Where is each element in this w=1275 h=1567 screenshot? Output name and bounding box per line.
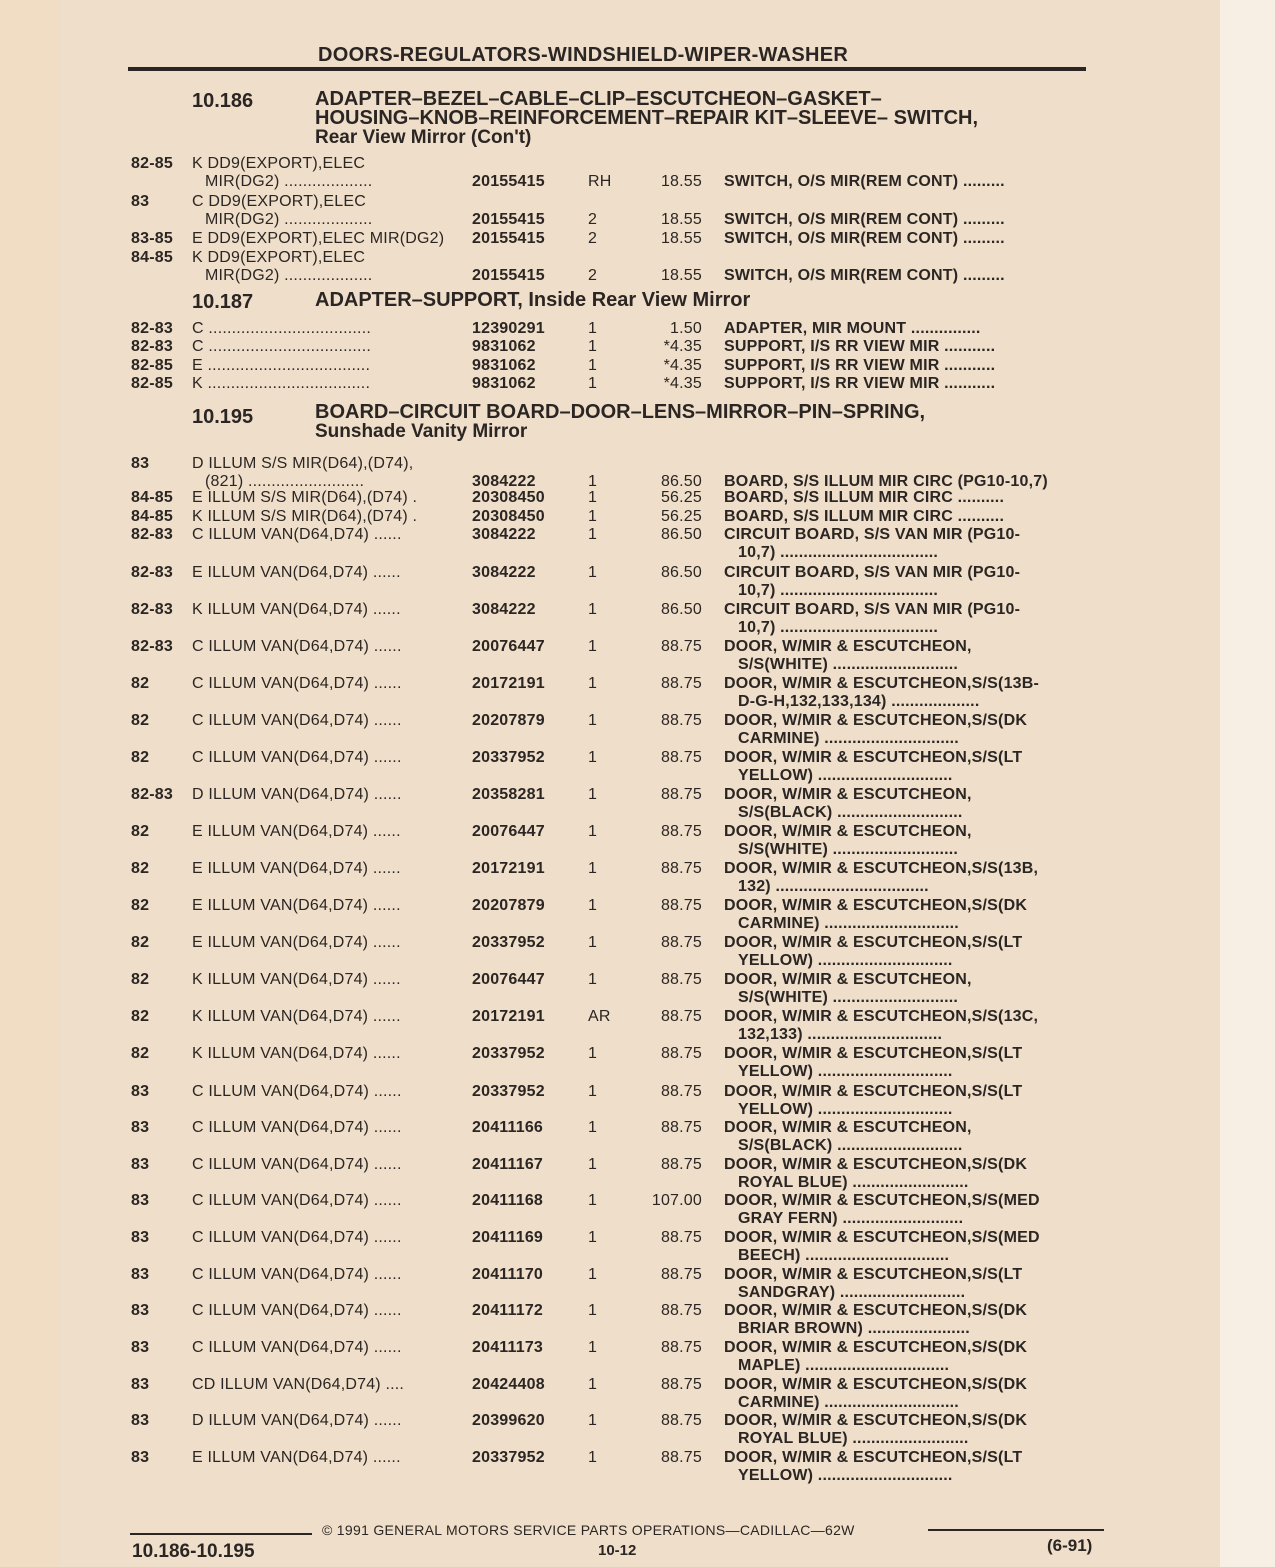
- description-cell-continued: 132,133) .............................: [738, 1026, 943, 1043]
- description-cell: DOOR, W/MIR & ESCUTCHEON,S/S(DK: [724, 712, 1028, 729]
- section-title-line: ADAPTER–SUPPORT, Inside Rear View Mirror: [315, 289, 751, 311]
- section-number: 10.195: [192, 406, 254, 428]
- model-cell: K ILLUM S/S MIR(D64),(D74) .: [192, 508, 418, 525]
- description-cell-continued: S/S(BLACK) ...........................: [738, 804, 963, 821]
- price-cell: 88.75: [660, 712, 702, 729]
- description-cell-continued: 132) .................................: [738, 878, 929, 895]
- description-cell-continued: 10,7) ..................................: [738, 544, 939, 561]
- description-cell: DOOR, W/MIR & ESCUTCHEON,S/S(LT: [724, 1266, 1023, 1283]
- quantity-cell: 1: [588, 860, 598, 877]
- quantity-cell: 1: [588, 1192, 598, 1209]
- model-cell: C ILLUM VAN(D64,D74) ......: [192, 1156, 402, 1173]
- model-cell: C ILLUM VAN(D64,D74) ......: [192, 675, 402, 692]
- description-cell: BOARD, S/S ILLUM MIR CIRC ..........: [724, 508, 1005, 525]
- footer-section-range: 10.186-10.195: [132, 1541, 255, 1562]
- model-cell: E DD9(EXPORT),ELEC MIR(DG2): [192, 230, 445, 247]
- part-number-cell: 20337952: [472, 749, 545, 766]
- part-number-cell: 20337952: [472, 934, 545, 951]
- description-cell: DOOR, W/MIR & ESCUTCHEON,S/S(LT: [724, 749, 1023, 766]
- description-cell-continued: YELLOW) .............................: [738, 1101, 953, 1118]
- quantity-cell: 1: [588, 1376, 598, 1393]
- year-cell: 82: [131, 971, 150, 988]
- year-cell: 83: [131, 1119, 150, 1136]
- price-cell: 88.75: [660, 1376, 702, 1393]
- model-cell: E ILLUM VAN(D64,D74) ......: [192, 860, 401, 877]
- part-number-cell: 20207879: [472, 712, 545, 729]
- quantity-cell: AR: [588, 1008, 611, 1025]
- quantity-cell: 1: [588, 749, 598, 766]
- year-cell: 82-83: [131, 338, 173, 355]
- model-cell: K ...................................: [192, 375, 371, 392]
- part-number-cell: 20172191: [472, 675, 545, 692]
- model-cell: CD ILLUM VAN(D64,D74) ....: [192, 1376, 405, 1393]
- description-cell: DOOR, W/MIR & ESCUTCHEON,: [724, 786, 972, 803]
- price-cell: 18.55: [660, 173, 702, 190]
- price-cell: 86.50: [660, 601, 702, 618]
- part-number-cell: 3084222: [472, 526, 536, 543]
- footer-rule: [928, 1529, 1104, 1531]
- quantity-cell: 2: [588, 267, 598, 284]
- year-cell: 83: [131, 1192, 150, 1209]
- year-cell: 82-85: [131, 155, 173, 172]
- part-number-cell: 20358281: [472, 786, 545, 803]
- part-number-cell: 20411170: [472, 1266, 544, 1283]
- description-cell-continued: CARMINE) .............................: [738, 730, 959, 747]
- part-number-cell: 20411173: [472, 1339, 544, 1356]
- description-cell: DOOR, W/MIR & ESCUTCHEON,: [724, 638, 972, 655]
- page-edge: [1220, 0, 1275, 1567]
- quantity-cell: 1: [588, 1266, 598, 1283]
- model-cell: E ILLUM VAN(D64,D74) ......: [192, 1449, 401, 1466]
- description-cell: DOOR, W/MIR & ESCUTCHEON,S/S(DK: [724, 1339, 1028, 1356]
- quantity-cell: 1: [588, 1156, 598, 1173]
- price-cell: 88.75: [660, 1083, 702, 1100]
- section-number: 10.186: [192, 90, 254, 112]
- quantity-cell: 1: [588, 338, 598, 355]
- description-cell: DOOR, W/MIR & ESCUTCHEON,S/S(DK: [724, 1156, 1028, 1173]
- section-title: [315, 291, 1095, 310]
- description-cell: DOOR, W/MIR & ESCUTCHEON,: [724, 823, 972, 840]
- price-cell: 86.50: [660, 526, 702, 543]
- quantity-cell: 1: [588, 601, 598, 618]
- price-cell: 88.75: [660, 934, 702, 951]
- model-cell: D ILLUM VAN(D64,D74) ......: [192, 1412, 402, 1429]
- model-cell: C ILLUM VAN(D64,D74) ......: [192, 712, 402, 729]
- description-cell: SUPPORT, I/S RR VIEW MIR ...........: [724, 338, 996, 355]
- part-number-cell: 20155415: [472, 211, 545, 228]
- year-cell: 83: [131, 1449, 150, 1466]
- quantity-cell: 1: [588, 489, 598, 506]
- model-cell-continued: MIR(DG2) ...................: [205, 267, 373, 284]
- description-cell-continued: CARMINE) .............................: [738, 915, 959, 932]
- description-cell-continued: YELLOW) .............................: [738, 767, 953, 784]
- year-cell: 82: [131, 934, 150, 951]
- quantity-cell: 1: [588, 1302, 598, 1319]
- description-cell: DOOR, W/MIR & ESCUTCHEON,S/S(LT: [724, 1083, 1023, 1100]
- price-cell: 88.75: [660, 786, 702, 803]
- section-subtitle: Sunshade Vanity Mirror: [315, 421, 528, 442]
- description-cell: CIRCUIT BOARD, S/S VAN MIR (PG10-: [724, 601, 1021, 618]
- quantity-cell: 1: [588, 823, 598, 840]
- section-title: [315, 90, 1095, 147]
- description-cell-continued: ROYAL BLUE) .........................: [738, 1174, 969, 1191]
- model-cell: C ILLUM VAN(D64,D74) ......: [192, 1119, 402, 1136]
- model-cell: E ILLUM VAN(D64,D74) ......: [192, 564, 401, 581]
- part-number-cell: 20155415: [472, 230, 545, 247]
- price-cell: 88.75: [660, 1156, 702, 1173]
- quantity-cell: 1: [588, 508, 598, 525]
- price-cell: 88.75: [660, 897, 702, 914]
- model-cell: C ILLUM VAN(D64,D74) ......: [192, 1302, 402, 1319]
- model-cell: E ILLUM VAN(D64,D74) ......: [192, 823, 401, 840]
- price-cell: 88.75: [660, 749, 702, 766]
- description-cell-continued: S/S(WHITE) ...........................: [738, 989, 959, 1006]
- part-number-cell: 20308450: [472, 489, 545, 506]
- description-cell-continued: 10,7) ..................................: [738, 619, 939, 636]
- section-title: [315, 403, 1095, 441]
- model-cell: C ILLUM VAN(D64,D74) ......: [192, 1229, 402, 1246]
- quantity-cell: 1: [588, 1449, 598, 1466]
- part-number-cell: 20172191: [472, 1008, 545, 1025]
- model-cell: D ILLUM S/S MIR(D64),(D74),: [192, 455, 414, 472]
- description-cell: DOOR, W/MIR & ESCUTCHEON,S/S(LT: [724, 1449, 1023, 1466]
- quantity-cell: 1: [588, 1339, 598, 1356]
- description-cell: DOOR, W/MIR & ESCUTCHEON,: [724, 971, 972, 988]
- part-number-cell: 20424408: [472, 1376, 545, 1393]
- year-cell: 82-85: [131, 357, 173, 374]
- quantity-cell: 1: [588, 564, 598, 581]
- model-cell-continued: MIR(DG2) ...................: [205, 173, 373, 190]
- description-cell-continued: YELLOW) .............................: [738, 952, 953, 969]
- model-cell: K ILLUM VAN(D64,D74) ......: [192, 1008, 401, 1025]
- price-cell: 88.75: [660, 860, 702, 877]
- price-cell: 88.75: [660, 638, 702, 655]
- part-number-cell: 20411166: [472, 1119, 544, 1136]
- price-cell: *4.35: [663, 375, 702, 392]
- quantity-cell: RH: [588, 173, 612, 190]
- model-cell: E ILLUM VAN(D64,D74) ......: [192, 897, 401, 914]
- description-cell: SUPPORT, I/S RR VIEW MIR ...........: [724, 357, 996, 374]
- quantity-cell: 1: [588, 357, 598, 374]
- price-cell: 88.75: [660, 1266, 702, 1283]
- part-number-cell: 20172191: [472, 860, 545, 877]
- description-cell: CIRCUIT BOARD, S/S VAN MIR (PG10-: [724, 526, 1021, 543]
- model-cell: C ILLUM VAN(D64,D74) ......: [192, 638, 402, 655]
- price-cell: 88.75: [660, 1449, 702, 1466]
- year-cell: 83: [131, 1156, 150, 1173]
- description-cell: DOOR, W/MIR & ESCUTCHEON,S/S(DK: [724, 1412, 1028, 1429]
- description-cell: DOOR, W/MIR & ESCUTCHEON,S/S(MED: [724, 1229, 1040, 1246]
- year-cell: 82-83: [131, 526, 173, 543]
- price-cell: 1.50: [670, 320, 702, 337]
- description-cell-continued: YELLOW) .............................: [738, 1467, 953, 1484]
- part-number-cell: 20411167: [472, 1156, 544, 1173]
- model-cell: C ILLUM VAN(D64,D74) ......: [192, 1083, 402, 1100]
- description-cell: SWITCH, O/S MIR(REM CONT) .........: [724, 267, 1005, 284]
- year-cell: 82-83: [131, 564, 173, 581]
- footer-copyright: © 1991 GENERAL MOTORS SERVICE PARTS OPERATIONS—CADILLAC—62W: [322, 1522, 855, 1538]
- year-cell: 83: [131, 1083, 150, 1100]
- year-cell: 83-85: [131, 230, 173, 247]
- year-cell: 82: [131, 1008, 150, 1025]
- description-cell: SWITCH, O/S MIR(REM CONT) .........: [724, 173, 1005, 190]
- description-cell-continued: BRIAR BROWN) ......................: [738, 1320, 970, 1337]
- year-cell: 82-83: [131, 786, 173, 803]
- description-cell-continued: 10,7) ..................................: [738, 582, 939, 599]
- quantity-cell: 1: [588, 526, 598, 543]
- model-cell: K DD9(EXPORT),ELEC: [192, 155, 366, 172]
- part-number-cell: 20076447: [472, 638, 545, 655]
- quantity-cell: 1: [588, 934, 598, 951]
- description-cell-continued: S/S(BLACK) ...........................: [738, 1137, 963, 1154]
- quantity-cell: 1: [588, 1083, 598, 1100]
- price-cell: 18.55: [660, 230, 702, 247]
- part-number-cell: 20337952: [472, 1083, 545, 1100]
- quantity-cell: 1: [588, 712, 598, 729]
- description-cell-continued: D-G-H,132,133,134) ...................: [738, 693, 980, 710]
- description-cell: DOOR, W/MIR & ESCUTCHEON,S/S(DK: [724, 897, 1028, 914]
- quantity-cell: 1: [588, 1229, 598, 1246]
- year-cell: 82: [131, 749, 150, 766]
- description-cell-continued: S/S(WHITE) ...........................: [738, 841, 959, 858]
- description-cell-continued: MAPLE) ...............................: [738, 1357, 950, 1374]
- price-cell: 88.75: [660, 1302, 702, 1319]
- section-number: 10.187: [192, 291, 254, 313]
- part-number-cell: 20337952: [472, 1045, 545, 1062]
- price-cell: 88.75: [660, 1339, 702, 1356]
- description-cell: BOARD, S/S ILLUM MIR CIRC (PG10-10,7): [724, 473, 1048, 490]
- model-cell-continued: MIR(DG2) ...................: [205, 211, 373, 228]
- quantity-cell: 1: [588, 786, 598, 803]
- year-cell: 82-85: [131, 375, 173, 392]
- price-cell: 56.25: [660, 508, 702, 525]
- description-cell: DOOR, W/MIR & ESCUTCHEON,S/S(13B-: [724, 675, 1040, 692]
- year-cell: 82: [131, 860, 150, 877]
- description-cell-continued: CARMINE) .............................: [738, 1394, 959, 1411]
- quantity-cell: 1: [588, 1119, 598, 1136]
- part-number-cell: 20411168: [472, 1192, 544, 1209]
- quantity-cell: 1: [588, 1045, 598, 1062]
- quantity-cell: 2: [588, 230, 598, 247]
- part-number-cell: 20155415: [472, 173, 545, 190]
- part-number-cell: 20155415: [472, 267, 545, 284]
- part-number-cell: 20076447: [472, 971, 545, 988]
- section-title-line: BOARD–CIRCUIT BOARD–DOOR–LENS–MIRROR–PIN–SPRING,: [315, 401, 926, 423]
- part-number-cell: 20411172: [472, 1302, 544, 1319]
- year-cell: 83: [131, 455, 150, 472]
- year-cell: 84-85: [131, 489, 173, 506]
- year-cell: 82-83: [131, 320, 173, 337]
- year-cell: 82: [131, 897, 150, 914]
- price-cell: 56.25: [660, 489, 702, 506]
- part-number-cell: 20308450: [472, 508, 545, 525]
- description-cell: ADAPTER, MIR MOUNT ...............: [724, 320, 981, 337]
- model-cell: C ILLUM VAN(D64,D74) ......: [192, 1339, 402, 1356]
- part-number-cell: 20399620: [472, 1412, 545, 1429]
- quantity-cell: 1: [588, 473, 598, 490]
- quantity-cell: 1: [588, 1412, 598, 1429]
- description-cell: SUPPORT, I/S RR VIEW MIR ...........: [724, 375, 996, 392]
- price-cell: 88.75: [660, 1045, 702, 1062]
- description-cell: CIRCUIT BOARD, S/S VAN MIR (PG10-: [724, 564, 1021, 581]
- model-cell: K ILLUM VAN(D64,D74) ......: [192, 601, 401, 618]
- year-cell: 82: [131, 675, 150, 692]
- quantity-cell: 1: [588, 375, 598, 392]
- year-cell: 82: [131, 823, 150, 840]
- year-cell: 83: [131, 193, 150, 210]
- price-cell: 18.55: [660, 267, 702, 284]
- footer-rule: [130, 1533, 312, 1535]
- footer-page-number: 10-12: [598, 1542, 637, 1559]
- price-cell: 88.75: [660, 971, 702, 988]
- part-number-cell: 9831062: [472, 357, 536, 374]
- model-cell: E ILLUM S/S MIR(D64),(D74) .: [192, 489, 418, 506]
- year-cell: 82-83: [131, 601, 173, 618]
- description-cell: DOOR, W/MIR & ESCUTCHEON,S/S(13B,: [724, 860, 1039, 877]
- description-cell-continued: SANDGRAY) ...........................: [738, 1284, 966, 1301]
- price-cell: 88.75: [660, 1229, 702, 1246]
- model-cell: C ILLUM VAN(D64,D74) ......: [192, 1192, 402, 1209]
- year-cell: 83: [131, 1229, 150, 1246]
- description-cell: DOOR, W/MIR & ESCUTCHEON,S/S(DK: [724, 1302, 1028, 1319]
- model-cell: C ...................................: [192, 320, 371, 337]
- model-cell: K ILLUM VAN(D64,D74) ......: [192, 971, 401, 988]
- model-cell: D ILLUM VAN(D64,D74) ......: [192, 786, 402, 803]
- price-cell: 86.50: [660, 564, 702, 581]
- part-number-cell: 20337952: [472, 1449, 545, 1466]
- part-number-cell: 3084222: [472, 564, 536, 581]
- header-rule: [128, 67, 1086, 71]
- year-cell: 84-85: [131, 249, 173, 266]
- part-number-cell: 12390291: [472, 320, 545, 337]
- description-cell: SWITCH, O/S MIR(REM CONT) .........: [724, 211, 1005, 228]
- model-cell: K ILLUM VAN(D64,D74) ......: [192, 1045, 401, 1062]
- description-cell: DOOR, W/MIR & ESCUTCHEON,: [724, 1119, 972, 1136]
- year-cell: 83: [131, 1266, 150, 1283]
- description-cell: DOOR, W/MIR & ESCUTCHEON,S/S(LT: [724, 1045, 1023, 1062]
- description-cell: DOOR, W/MIR & ESCUTCHEON,S/S(13C,: [724, 1008, 1039, 1025]
- price-cell: *4.35: [663, 357, 702, 374]
- description-cell-continued: YELLOW) .............................: [738, 1063, 953, 1080]
- description-cell: DOOR, W/MIR & ESCUTCHEON,S/S(DK: [724, 1376, 1028, 1393]
- footer-revision: (6-91): [1047, 1536, 1093, 1555]
- quantity-cell: 1: [588, 320, 598, 337]
- year-cell: 82: [131, 1045, 150, 1062]
- page-header-title: DOORS-REGULATORS-WINDSHIELD-WIPER-WASHER: [318, 44, 849, 66]
- price-cell: 107.00: [651, 1192, 702, 1209]
- year-cell: 82: [131, 712, 150, 729]
- description-cell: DOOR, W/MIR & ESCUTCHEON,S/S(MED: [724, 1192, 1040, 1209]
- model-cell-continued: (821) .........................: [205, 473, 365, 490]
- section-title-line: HOUSING–KNOB–REINFORCEMENT–REPAIR KIT–SLEEVE– SWITCH,: [315, 107, 979, 129]
- part-number-cell: 3084222: [472, 601, 536, 618]
- part-number-cell: 9831062: [472, 338, 536, 355]
- description-cell: BOARD, S/S ILLUM MIR CIRC ..........: [724, 489, 1005, 506]
- year-cell: 83: [131, 1376, 150, 1393]
- model-cell: C ILLUM VAN(D64,D74) ......: [192, 1266, 402, 1283]
- model-cell: C ILLUM VAN(D64,D74) ......: [192, 526, 402, 543]
- model-cell: C ILLUM VAN(D64,D74) ......: [192, 749, 402, 766]
- year-cell: 83: [131, 1302, 150, 1319]
- price-cell: 88.75: [660, 1008, 702, 1025]
- year-cell: 83: [131, 1412, 150, 1429]
- price-cell: 88.75: [660, 675, 702, 692]
- model-cell: C ...................................: [192, 338, 371, 355]
- part-number-cell: 3084222: [472, 473, 536, 490]
- price-cell: 86.50: [660, 473, 702, 490]
- description-cell-continued: BEECH) ...............................: [738, 1247, 950, 1264]
- year-cell: 82-83: [131, 638, 173, 655]
- quantity-cell: 1: [588, 638, 598, 655]
- price-cell: 88.75: [660, 823, 702, 840]
- description-cell-continued: S/S(WHITE) ...........................: [738, 656, 959, 673]
- section-title-line: ADAPTER–BEZEL–CABLE–CLIP–ESCUTCHEON–GASKET–: [315, 88, 882, 110]
- section-subtitle: Rear View Mirror (Con't): [315, 127, 532, 148]
- price-cell: *4.35: [663, 338, 702, 355]
- model-cell: K DD9(EXPORT),ELEC: [192, 249, 366, 266]
- model-cell: E ...................................: [192, 357, 371, 374]
- part-number-cell: 20076447: [472, 823, 545, 840]
- quantity-cell: 2: [588, 211, 598, 228]
- year-cell: 83: [131, 1339, 150, 1356]
- description-cell-continued: ROYAL BLUE) .........................: [738, 1430, 969, 1447]
- quantity-cell: 1: [588, 971, 598, 988]
- price-cell: 18.55: [660, 211, 702, 228]
- description-cell: SWITCH, O/S MIR(REM CONT) .........: [724, 230, 1005, 247]
- year-cell: 84-85: [131, 508, 173, 525]
- model-cell: C DD9(EXPORT),ELEC: [192, 193, 367, 210]
- quantity-cell: 1: [588, 675, 598, 692]
- price-cell: 88.75: [660, 1119, 702, 1136]
- description-cell-continued: GRAY FERN) ..........................: [738, 1210, 964, 1227]
- model-cell: E ILLUM VAN(D64,D74) ......: [192, 934, 401, 951]
- part-number-cell: 20411169: [472, 1229, 544, 1246]
- part-number-cell: 20207879: [472, 897, 545, 914]
- price-cell: 88.75: [660, 1412, 702, 1429]
- description-cell: DOOR, W/MIR & ESCUTCHEON,S/S(LT: [724, 934, 1023, 951]
- quantity-cell: 1: [588, 897, 598, 914]
- part-number-cell: 9831062: [472, 375, 536, 392]
